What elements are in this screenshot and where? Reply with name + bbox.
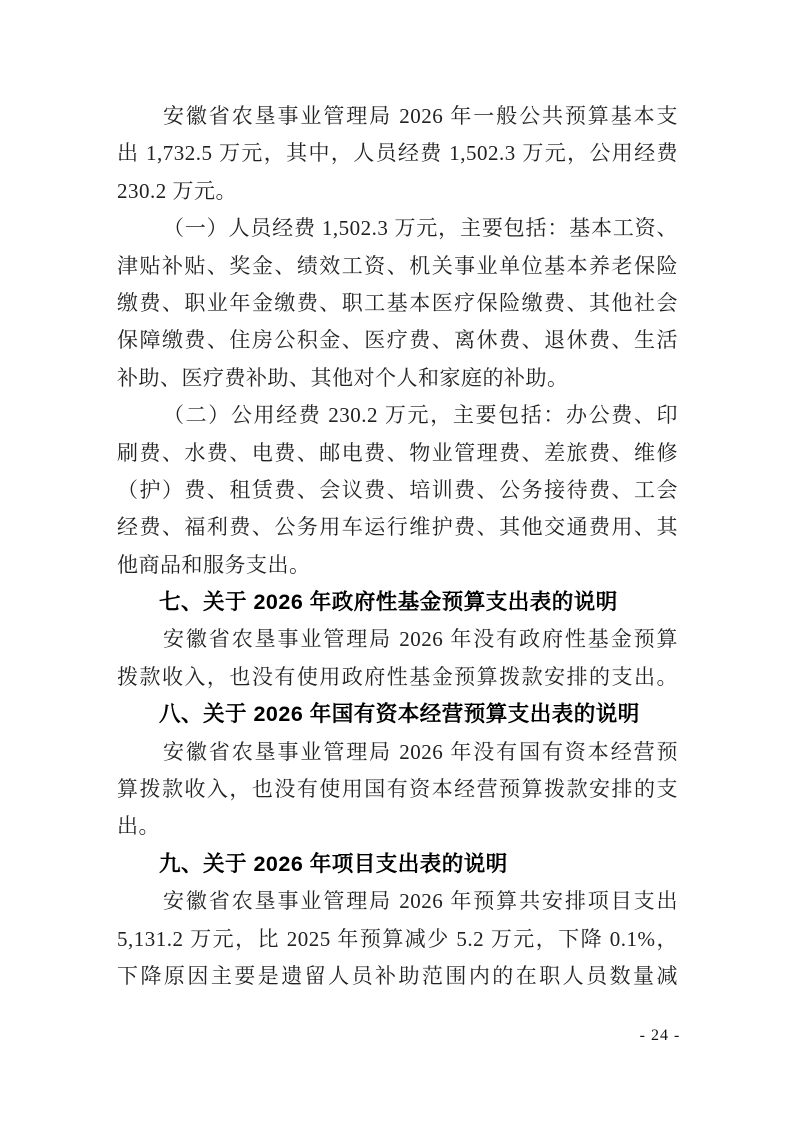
text-line: （护）费、租赁费、会议费、培训费、公务接待费、工会 [117,477,678,502]
paragraph [117,734,678,846]
text-line: 七、关于 2026 年政府性基金预算支出表的说明 [159,590,618,615]
text-line: 补助、医疗费补助、其他对个人和家庭的补助。 [117,365,569,390]
text-line: 缴费、职业年金缴费、职工基本医疗保险缴费、其他社会 [117,290,678,315]
text-line: 出 1,732.5 万元，其中，人员经费 1,502.3 万元，公用经费 [117,141,678,166]
text-line: 他商品和服务支出。 [117,552,311,577]
text-line: 保障缴费、住房公积金、医疗费、离休费、退休费、生活 [117,328,678,353]
text-line: 安徽省农垦事业管理局 2026 年预算共安排项目支出 [163,889,678,914]
text-line: 八、关于 2026 年国有资本经营预算支出表的说明 [159,702,640,727]
text-line: （一）人员经费 1,502.3 万元，主要包括：基本工资、 [163,216,678,241]
text-block [117,98,678,995]
paragraph [117,98,678,210]
text-line: （二）公用经费 230.2 万元，主要包括：办公费、印 [163,403,678,428]
section-heading [117,696,678,733]
paragraph [117,621,678,696]
text-line: 出。 [117,814,160,839]
text-line: 下降原因主要是遗留人员补助范围内的在职人员数量减 [117,963,678,988]
text-line: 拨款收入，也没有使用政府性基金预算拨款安排的支出。 [117,664,678,689]
text-line: 安徽省农垦事业管理局 2026 年没有政府性基金预算 [163,627,678,652]
text-line: 安徽省农垦事业管理局 2026 年一般公共预算基本支 [163,104,678,128]
text-line: 津贴补贴、奖金、绩效工资、机关事业单位基本养老保险 [117,253,678,278]
paragraph [117,397,678,584]
text-line: 5,131.2 万元，比 2025 年预算减少 5.2 万元，下降 0.1%， [117,926,678,951]
paragraph [117,210,678,397]
section-heading [117,846,678,883]
text-line: 230.2 万元。 [117,178,237,203]
page-number: - 24 - [639,1027,681,1044]
text-line: 安徽省农垦事业管理局 2026 年没有国有资本经营预 [163,739,678,764]
paragraph [117,883,678,995]
section-heading [117,584,678,621]
text-line: 算拨款收入，也没有使用国有资本经营预算拨款安排的支 [117,777,678,802]
text-line: 经费、福利费、公务用车运行维护费、其他交通费用、其 [117,515,678,540]
text-line: 刷费、水费、电费、邮电费、物业管理费、差旅费、维修 [117,440,678,465]
text-line: 九、关于 2026 年项目支出表的说明 [159,851,508,876]
